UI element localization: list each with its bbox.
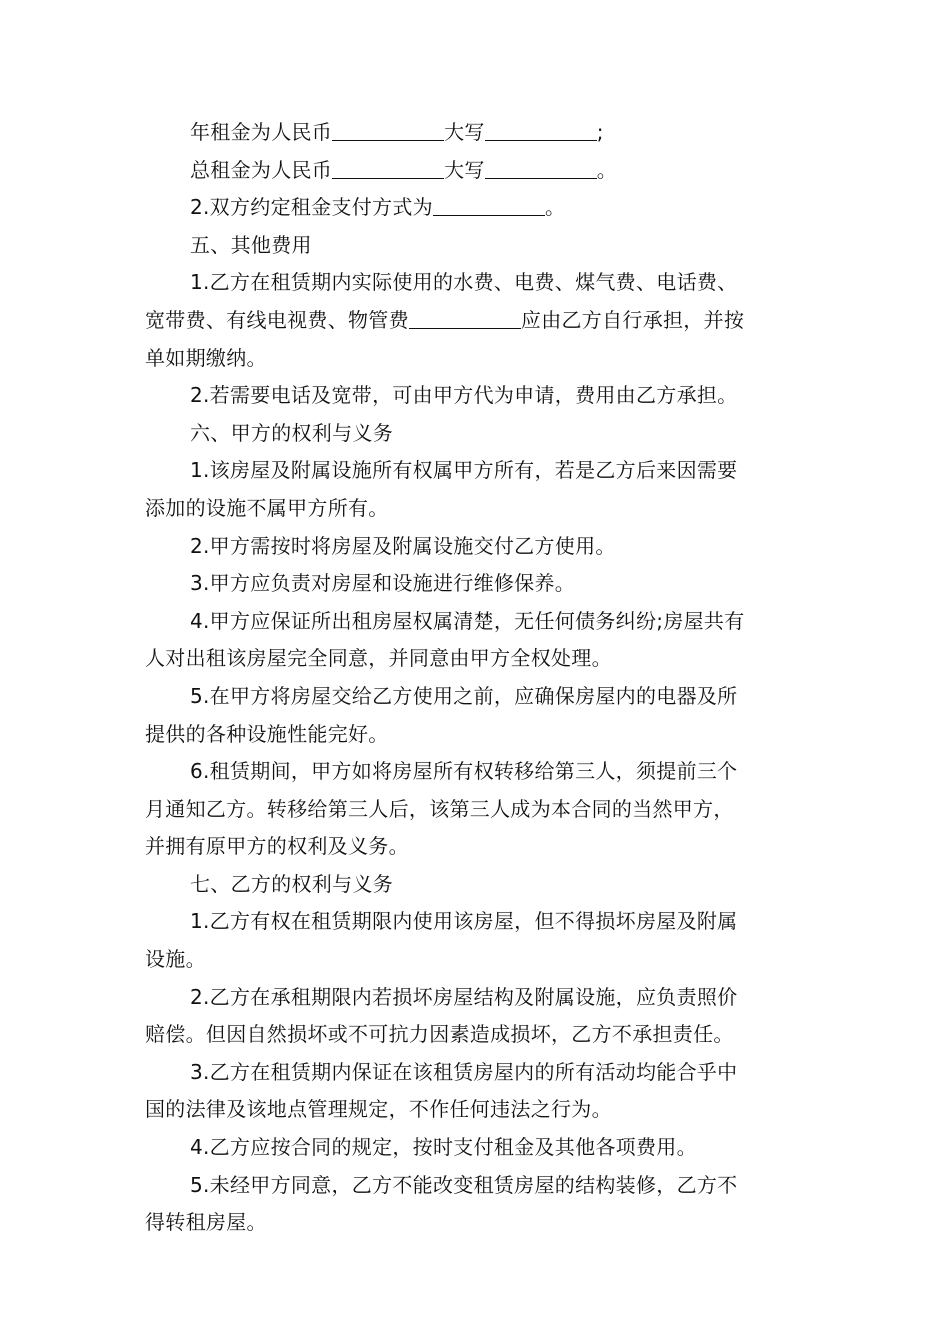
- document-body: [145, 114, 810, 1242]
- total-rent-line: [145, 152, 810, 190]
- total-rent-uppercase-blank: [485, 154, 597, 179]
- section6-item4-line2: 人对出租该房屋完全同意，并同意由甲方全权处理。: [145, 646, 612, 671]
- section5-item1-responsibility: 应由乙方自行承担，并按: [520, 307, 745, 332]
- section7-item4: 4.乙方应按合同的规定，按时支付租金及其他各项费用。: [190, 1135, 697, 1160]
- annual-rent-uppercase-label: 大写: [444, 120, 485, 144]
- annual-rent-suffix: ;: [596, 120, 604, 144]
- section5-heading: 五、其他费用: [190, 232, 312, 257]
- section7-item5-line1: 5.未经甲方同意，乙方不能改变租赁房屋的结构装修，乙方不: [190, 1172, 738, 1197]
- section5-item1-line3: 单如期缴纳。: [145, 345, 267, 370]
- section7-item3-line1: 3.乙方在租赁期内保证在该租赁房屋内的所有活动均能合乎中: [190, 1059, 738, 1084]
- section6-item5-line2: 提供的各种设施性能完好。: [145, 721, 389, 746]
- section5-item1-line2: [145, 302, 810, 340]
- annual-rent-label: 年租金为人民币: [190, 120, 333, 144]
- payment-method-label: 2.双方约定租金支付方式为: [190, 195, 433, 220]
- section7-item5-line2: 得转租房屋。: [145, 1210, 267, 1235]
- section6-item2: 2.甲方需按时将房屋及附属设施交付乙方使用。: [190, 533, 616, 558]
- payment-method-line: [145, 189, 810, 227]
- annual-rent-line: [145, 114, 810, 152]
- section5-item1-blank: [409, 304, 521, 329]
- payment-method-blank: [433, 191, 545, 216]
- section5-item2: 2.若需要电话及宽带，可由甲方代为申请，费用由乙方承担。: [190, 383, 738, 408]
- section6-item1-line2: 添加的设施不属甲方所有。: [145, 495, 389, 520]
- payment-method-suffix: 。: [544, 195, 566, 220]
- section6-item5-line1: 5.在甲方将房屋交给乙方使用之前，应确保房屋内的电器及所: [190, 683, 738, 708]
- total-rent-uppercase-label: 大写: [444, 157, 485, 182]
- section7-item1-line2: 设施。: [145, 947, 206, 972]
- section6-heading: 六、甲方的权利与义务: [190, 420, 393, 445]
- annual-rent-blank: [332, 116, 444, 141]
- section7-item3-line2: 国的法律及该地点管理规定，不作任何违法之行为。: [145, 1097, 612, 1122]
- total-rent-suffix: 。: [596, 157, 618, 182]
- section6-item6-line2: 月通知乙方。转移给第三人后，该第三人成为本合同的当然甲方，: [145, 796, 734, 821]
- section6-item6-line3: 并拥有原甲方的权利及义务。: [145, 834, 409, 859]
- annual-rent-uppercase-blank: [485, 116, 597, 141]
- section7-heading: 七、乙方的权利与义务: [190, 871, 393, 896]
- section6-item6-line1: 6.租赁期间，甲方如将房屋所有权转移给第三人，须提前三个: [190, 759, 738, 784]
- section6-item1-line1: 1.该房屋及附属设施所有权属甲方所有，若是乙方后来因需要: [190, 458, 738, 483]
- section5-item1-fees: 宽带费、有线电视费、物管费: [145, 307, 409, 332]
- section7-item2-line2: 赔偿。但因自然损坏或不可抗力因素造成损坏，乙方不承担责任。: [145, 1022, 734, 1047]
- section6-item3: 3.甲方应负责对房屋和设施进行维修保养。: [190, 571, 576, 596]
- section7-item1-line1: 1.乙方有权在租赁期限内使用该房屋，但不得损坏房屋及附属: [190, 909, 738, 934]
- total-rent-blank: [332, 154, 444, 179]
- section7-item2-line1: 2.乙方在承租期限内若损坏房屋结构及附属设施，应负责照价: [190, 984, 738, 1009]
- section5-item1-line1: 1.乙方在租赁期内实际使用的水费、电费、煤气费、电话费、: [190, 270, 738, 295]
- total-rent-label: 总租金为人民币: [190, 157, 333, 182]
- section6-item4-line1: 4.甲方应保证所出租房屋权属清楚，无任何债务纠纷;房屋共有: [190, 608, 745, 633]
